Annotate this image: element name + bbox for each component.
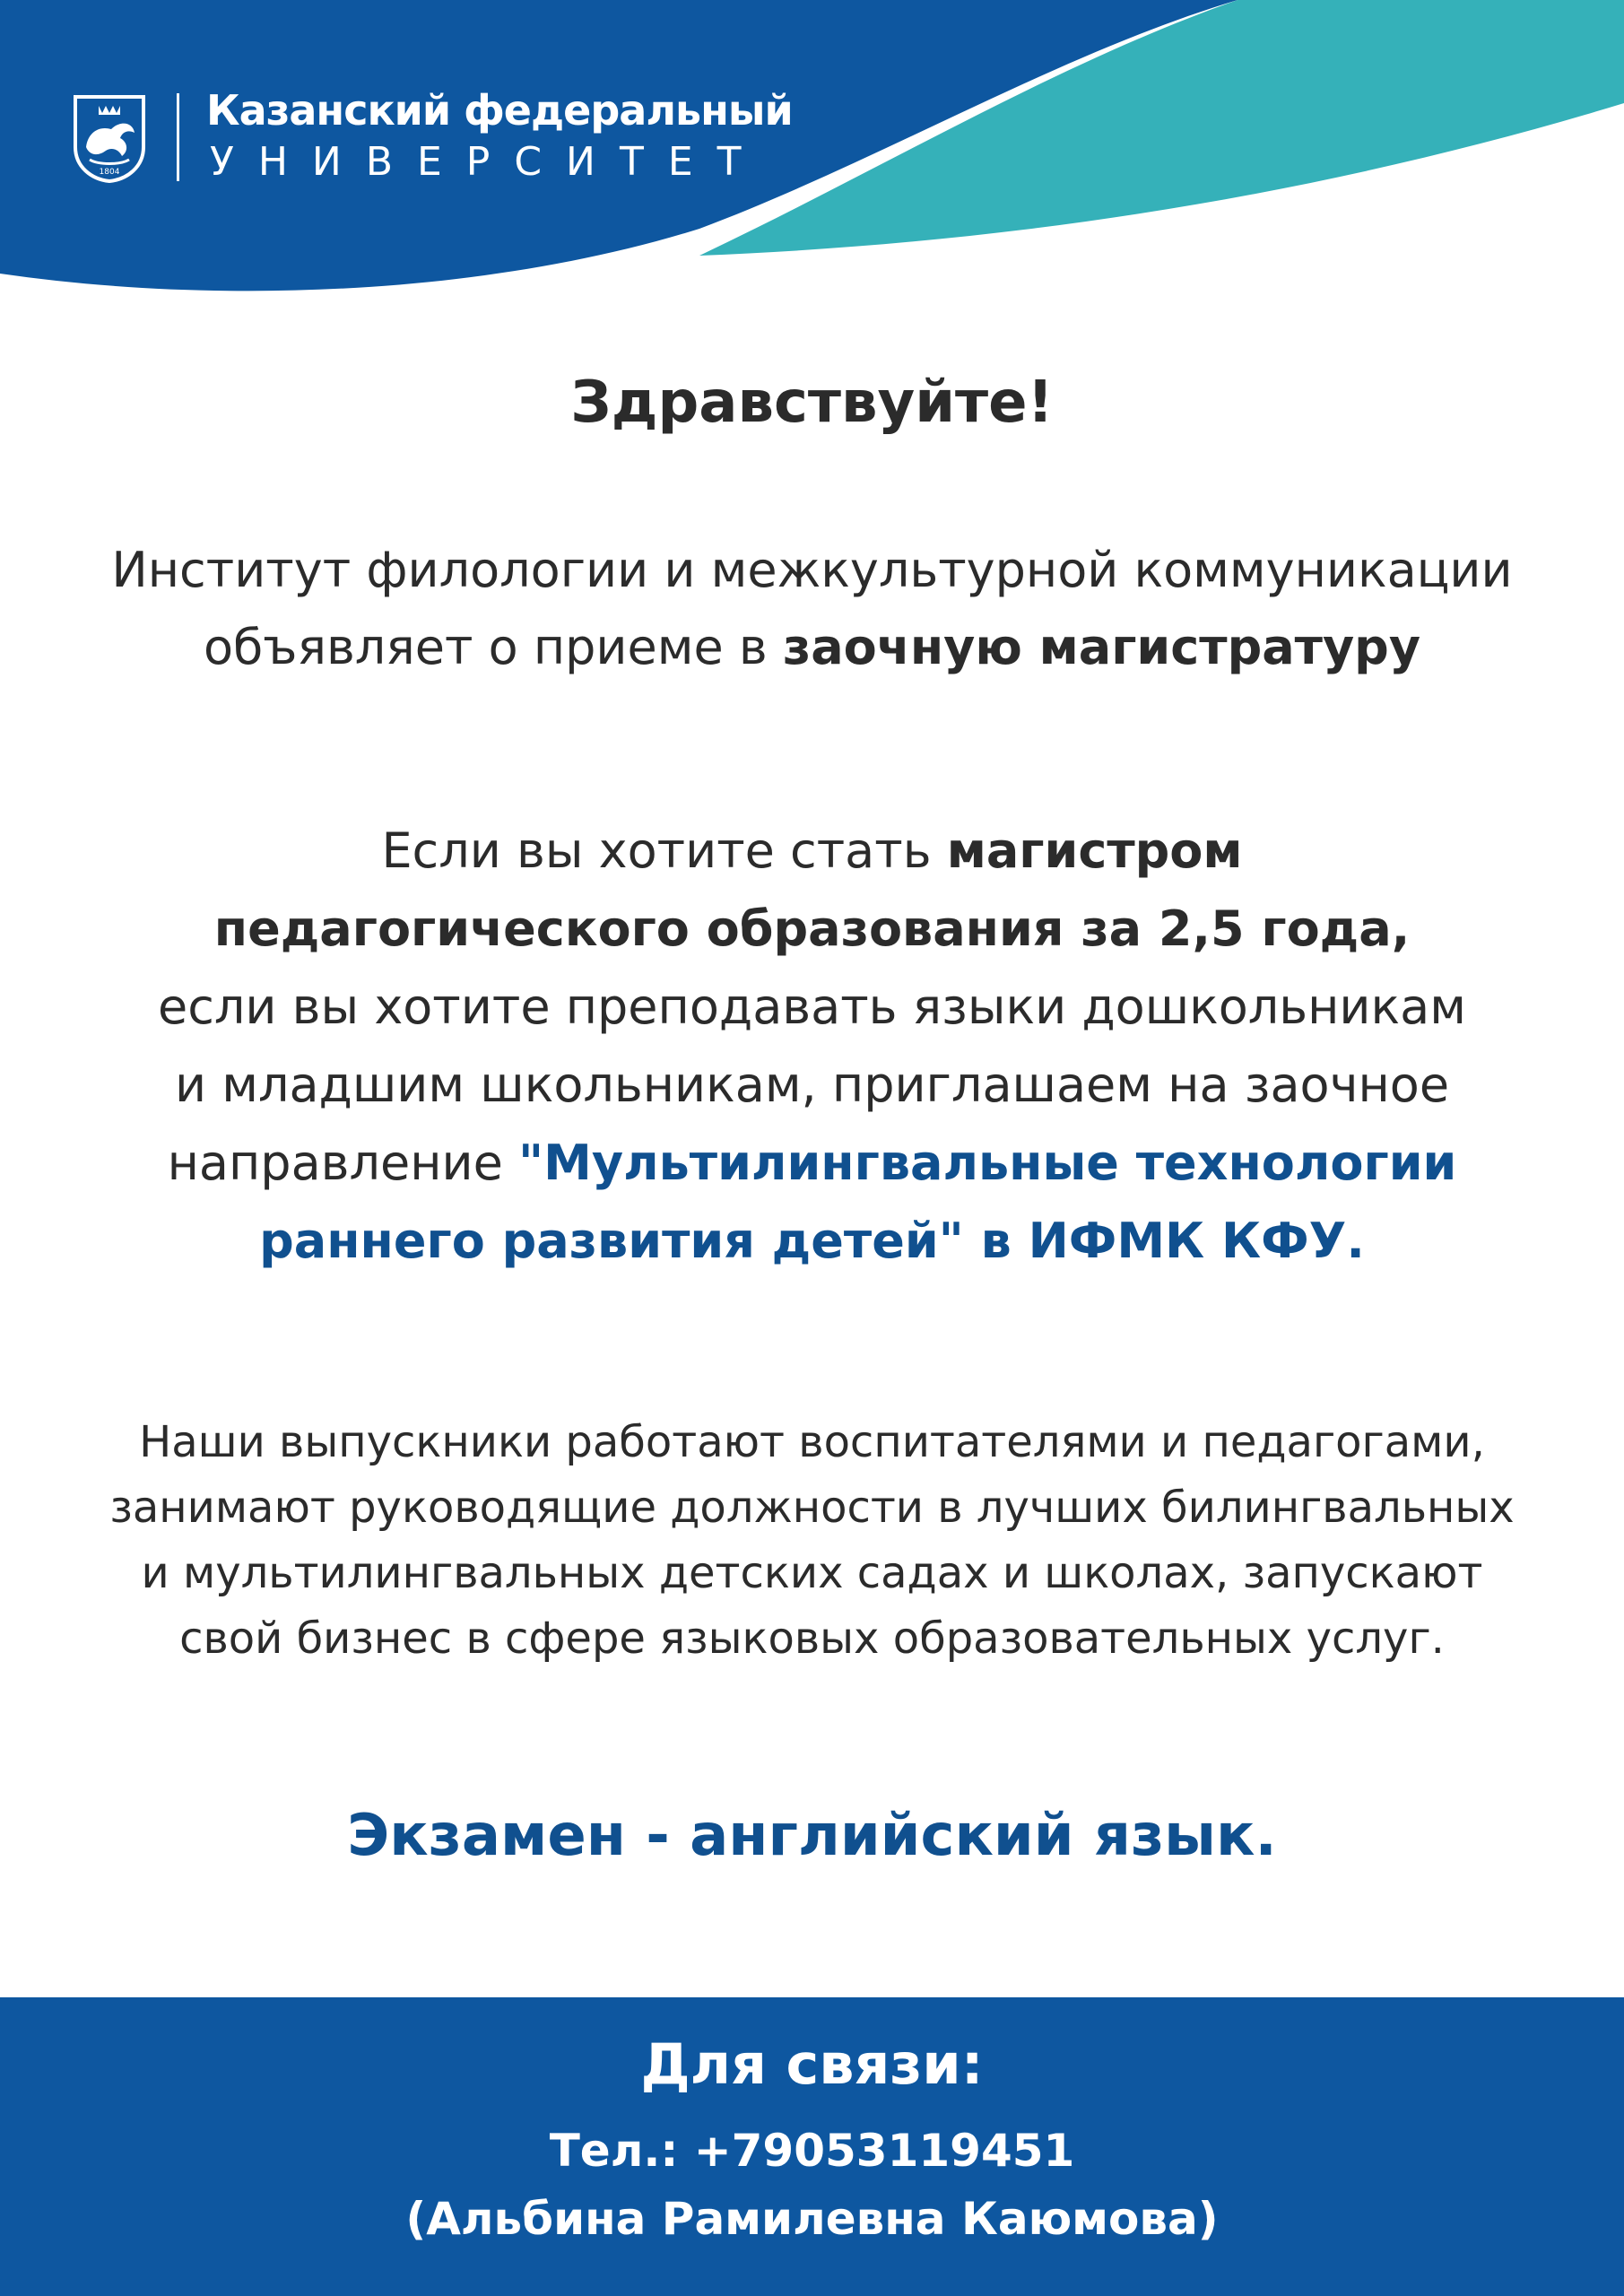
logo-divider — [177, 93, 179, 181]
graduates-line-4: свой бизнес в сфере языковых образовательных услуг. — [179, 1613, 1445, 1664]
offer-line-2 — [0, 890, 1624, 968]
university-name: Казанский федеральный — [206, 86, 793, 135]
greeting-heading: Здравствуйте! — [570, 370, 1054, 436]
graduates-line-2: занимают руководящие должности в лучших билингвальных — [109, 1483, 1515, 1533]
offer-paragraph — [0, 812, 1624, 1280]
offer-line-5-text: направление — [167, 1135, 519, 1191]
intro-line-2-bold: заочную магистратуру — [782, 619, 1421, 675]
offer-line-3: если вы хотите преподавать языки дошкольникам — [158, 978, 1466, 1035]
university-subtitle: УНИВЕРСИТЕТ — [210, 139, 766, 185]
contact-footer — [0, 1997, 1624, 2296]
offer-line-1-bold: магистром — [946, 822, 1243, 879]
graduates-paragraph — [0, 1410, 1624, 1672]
offer-line-1-text: Если вы хотите стать — [381, 822, 947, 879]
program-name-part-2: раннего развития детей" в ИФМК КФУ. — [259, 1213, 1365, 1269]
offer-line-6 — [0, 1202, 1624, 1280]
exam-notice: Экзамен - английский язык. — [347, 1803, 1277, 1869]
graduates-line-3: и мультилингвальных детских садах и школах, запускают — [141, 1548, 1483, 1598]
offer-line-2-bold: педагогического образования за 2,5 года, — [213, 900, 1411, 957]
offer-line-5 — [0, 1124, 1624, 1202]
graduates-line-1: Наши выпускники работают воспитателями и педагогами, — [139, 1417, 1485, 1467]
offer-line-4: и младшим школьникам, приглашаем на заочное — [174, 1057, 1450, 1113]
intro-line-2-text: объявляет о приеме в — [203, 619, 783, 675]
contact-person: (Альбина Рамилевна Каюмова) — [405, 2193, 1219, 2245]
program-name-part-1: "Мультилингвальные технологии — [518, 1135, 1457, 1191]
kfu-emblem-icon — [72, 93, 147, 183]
offer-line-1 — [0, 812, 1624, 890]
contact-title: Для связи: — [640, 2031, 984, 2097]
header-banner — [0, 0, 1624, 323]
intro-line-1: Институт филологии и межкультурной коммуникации — [111, 542, 1513, 598]
intro-line-2 — [0, 609, 1624, 686]
contact-phone: Тел.: +79053119451 — [549, 2125, 1075, 2177]
intro-paragraph — [0, 532, 1624, 686]
svg-text:1804: 1804 — [99, 168, 120, 177]
